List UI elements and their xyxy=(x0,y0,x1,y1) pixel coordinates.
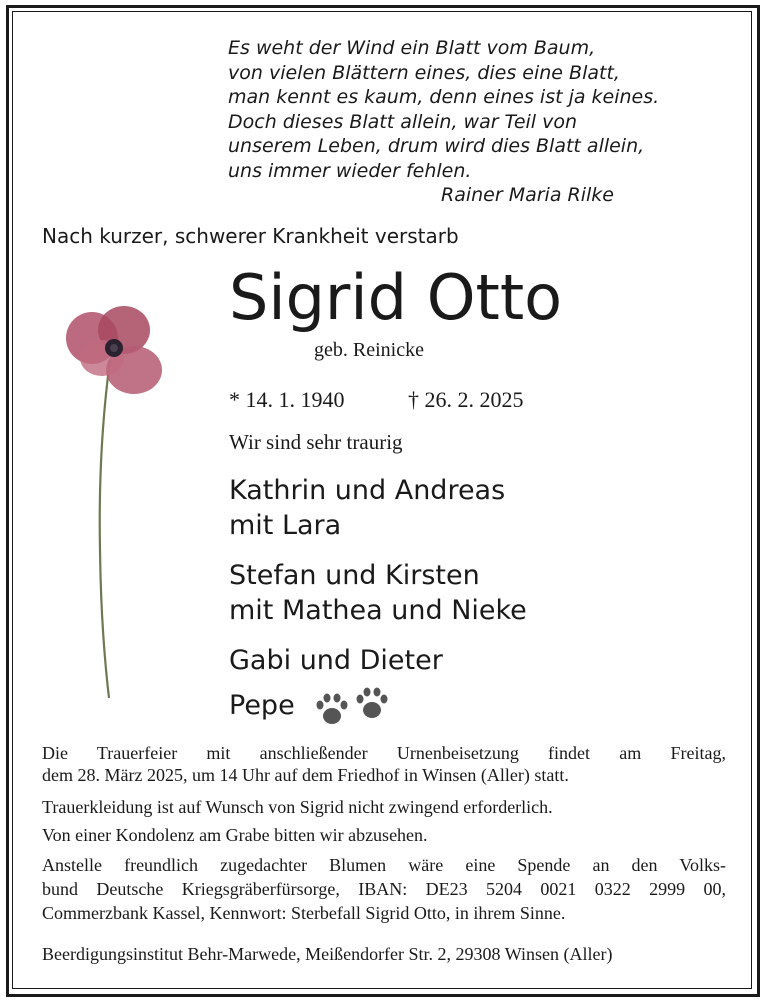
birth-name: geb. Reinicke xyxy=(314,339,424,361)
birth-date: * 14. 1. 1940 xyxy=(229,387,345,412)
poem-author: Rainer Maria Rilke xyxy=(441,184,614,206)
poem-line: Es weht der Wind ein Blatt vom Baum, xyxy=(228,37,596,59)
mourner-group xyxy=(229,643,443,678)
poem-line: uns immer wieder fehlen. xyxy=(228,159,472,182)
donation-text: bund Deutsche Kriegsgräberfürsorge, IBAN: DE23 5204 0021 0322 2999 00, xyxy=(42,879,726,899)
sad-note: Wir sind sehr traurig xyxy=(229,430,403,454)
poem-line: unserem Leben, drum wird dies Blatt allein, xyxy=(228,135,645,157)
paw-print-icon xyxy=(311,686,395,730)
donation-text: Anstelle freundlich zugedachter Blumen wäre eine Spende an den Volks- xyxy=(42,855,726,875)
ceremony-text: Die Trauerfeier mit anschließender Urnenbeisetzung findet am Freitag, xyxy=(42,743,726,763)
mourner-group xyxy=(229,558,527,628)
mourner-group xyxy=(229,688,295,723)
condolence-text: Von einer Kondolenz am Grabe bitten wir abzusehen. xyxy=(42,825,428,845)
mourner-group xyxy=(229,473,505,543)
mourner-line: Stefan und Kirsten xyxy=(229,560,480,591)
mourner-line: Gabi und Dieter xyxy=(229,645,443,676)
poem-line: Doch dieses Blatt allein, war Teil von xyxy=(228,110,578,133)
mourner-line: mit Mathea und Nieke xyxy=(229,595,527,626)
poem-line: von vielen Blättern eines, dies eine Blatt, xyxy=(228,61,620,84)
deceased-name: Sigrid Otto xyxy=(229,261,563,334)
dress-text: Trauerkleidung ist auf Wunsch von Sigrid nicht zwingend erforderlich. xyxy=(42,797,553,817)
mourner-line: Pepe xyxy=(229,690,295,721)
intro-text: Nach kurzer, schwerer Krankheit verstarb xyxy=(42,224,459,248)
funeral-home-footer: Beerdigungsinstitut Behr-Marwede, Meißendorfer Str. 2, 29308 Winsen (Aller) xyxy=(42,944,613,964)
mourner-line: Kathrin und Andreas xyxy=(229,475,506,506)
mourner-line: mit Lara xyxy=(229,510,342,541)
poppy-flower xyxy=(62,300,172,700)
ceremony-text: dem 28. März 2025, um 14 Uhr auf dem Friedhof in Winsen (Aller) statt. xyxy=(42,765,569,785)
death-date: † 26. 2. 2025 xyxy=(408,387,524,412)
poem-line: man kennt es kaum, denn eines ist ja keines. xyxy=(228,86,660,108)
donation-text: Commerzbank Kassel, Kennwort: Sterbefall Sigrid Otto, in ihrem Sinne. xyxy=(42,903,566,923)
poem xyxy=(228,36,659,183)
